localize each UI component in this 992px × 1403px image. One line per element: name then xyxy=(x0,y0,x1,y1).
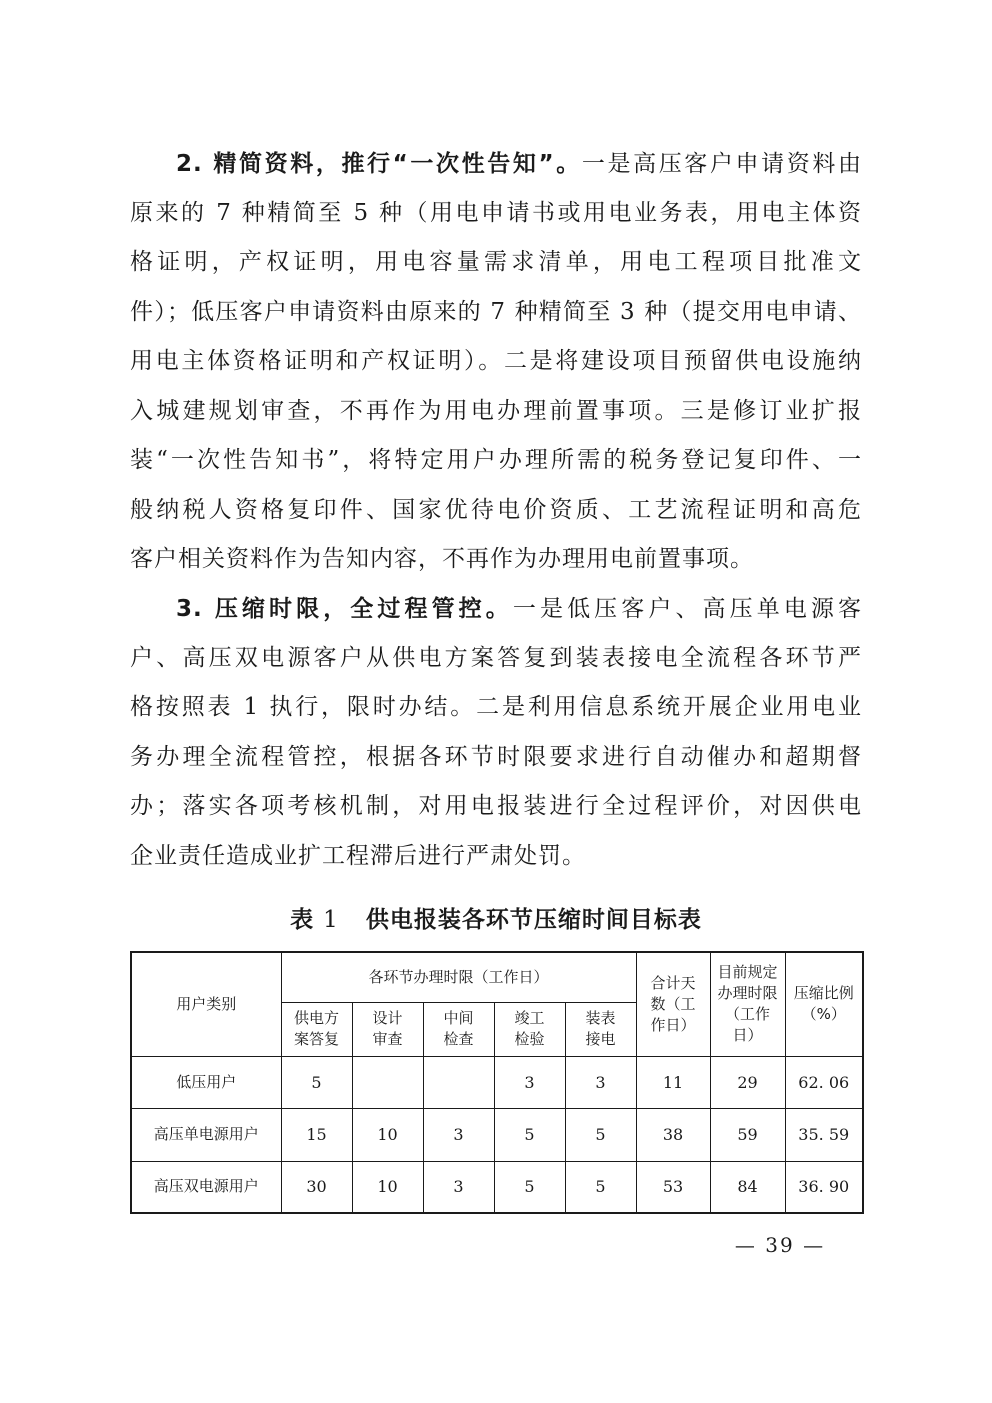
paragraph-line: 原来的 7 种精简至 5 种（用电申请书或用电业务表，用电主体资 xyxy=(130,200,862,226)
row-user-type: 高压双电源用户 xyxy=(131,1161,281,1213)
stage-cell: 15 xyxy=(281,1108,352,1161)
total-cell: 53 xyxy=(636,1161,710,1213)
paragraph-line: 格按照表 1 执行，限时办结。二是利用信息系统开展企业用电业 xyxy=(130,694,862,720)
header-row xyxy=(131,952,863,1002)
ratio-cell: 35. 59 xyxy=(785,1108,863,1161)
stage-cell xyxy=(352,1056,423,1108)
header-compression-ratio: 压缩比例（%） xyxy=(785,952,863,1056)
table-title: 表 1 供电报装各环节压缩时间目标表 xyxy=(290,907,702,933)
stage-cell: 5 xyxy=(281,1056,352,1108)
stage-cell: 3 xyxy=(423,1161,494,1213)
paragraph-line: 客户相关资料作为告知内容，不再作为办理用电前置事项。 xyxy=(130,546,754,572)
paragraph-line: 2. 精简资料，推行“一次性告知”。一是高压客户申请资料由 xyxy=(176,151,863,177)
ratio-cell: 36. 90 xyxy=(785,1161,863,1213)
stage-cell: 10 xyxy=(352,1108,423,1161)
stage-cell: 30 xyxy=(281,1161,352,1213)
current-cell: 59 xyxy=(710,1108,785,1161)
stage-cell: 5 xyxy=(494,1108,565,1161)
header-current-limit: 目前规定办理时限（工作日） xyxy=(710,952,785,1056)
table-row xyxy=(131,1056,863,1108)
header-total-days: 合计天数（工作日） xyxy=(636,952,710,1056)
total-cell: 38 xyxy=(636,1108,710,1161)
stage-cell: 3 xyxy=(494,1056,565,1108)
stage-cell: 5 xyxy=(494,1161,565,1213)
stage-cell: 5 xyxy=(565,1108,636,1161)
stage-cell: 3 xyxy=(565,1056,636,1108)
paragraph-line: 户、高压双电源客户从供电方案答复到装表接电全流程各环节严 xyxy=(130,645,862,671)
row-user-type: 高压单电源用户 xyxy=(131,1108,281,1161)
paragraph-line: 装“一次性告知书”，将特定用户办理所需的税务登记复印件、一 xyxy=(130,447,862,473)
header-stage: 装表接电 xyxy=(565,1002,636,1056)
paragraph-line: 3. 压缩时限，全过程管控。一是低压客户、高压单电源客 xyxy=(176,596,862,622)
current-cell: 84 xyxy=(710,1161,785,1213)
paragraph-line: 务办理全流程管控，根据各环节时限要求进行自动催办和超期督 xyxy=(130,744,862,770)
paragraph-line: 企业责任造成业扩工程滞后进行严肃处罚。 xyxy=(130,843,586,869)
section-2-heading: 2. 精简资料，推行“一次性告知”。 xyxy=(176,151,582,177)
header-stage: 供电方案答复 xyxy=(281,1002,352,1056)
header-user-type: 用户类别 xyxy=(131,952,281,1056)
paragraph-line: 件）；低压客户申请资料由原来的 7 种精简至 3 种（提交用电申请、 xyxy=(130,299,862,325)
header-stage: 竣工检验 xyxy=(494,1002,565,1056)
paragraph-line: 般纳税人资格复印件、国家优待电价资质、工艺流程证明和高危 xyxy=(130,497,862,523)
paragraph-line: 入城建规划审查，不再作为用电办理前置事项。三是修订业扩报 xyxy=(130,398,862,424)
table-row xyxy=(131,1108,863,1161)
stage-cell xyxy=(423,1056,494,1108)
ratio-cell: 62. 06 xyxy=(785,1056,863,1108)
row-user-type: 低压用户 xyxy=(131,1056,281,1108)
stage-cell: 3 xyxy=(423,1108,494,1161)
stage-cell: 10 xyxy=(352,1161,423,1213)
table-row xyxy=(131,1161,863,1213)
total-cell: 11 xyxy=(636,1056,710,1108)
current-cell: 29 xyxy=(710,1056,785,1108)
paragraph-line: 格证明，产权证明，用电容量需求清单，用电工程项目批准文 xyxy=(130,249,862,275)
paragraph-line: 办；落实各项考核机制，对用电报装进行全过程评价，对因供电 xyxy=(130,793,862,819)
header-stage-group: 各环节办理时限（工作日） xyxy=(281,952,636,1002)
page-number: — 39 — xyxy=(734,1233,826,1257)
stage-cell: 5 xyxy=(565,1161,636,1213)
section-3-heading: 3. 压缩时限，全过程管控。 xyxy=(176,596,513,622)
compression-target-table xyxy=(130,951,864,1214)
paragraph-line: 用电主体资格证明和产权证明）。二是将建设项目预留供电设施纳 xyxy=(130,348,862,374)
header-stage: 中间检查 xyxy=(423,1002,494,1056)
header-stage: 设计审查 xyxy=(352,1002,423,1056)
